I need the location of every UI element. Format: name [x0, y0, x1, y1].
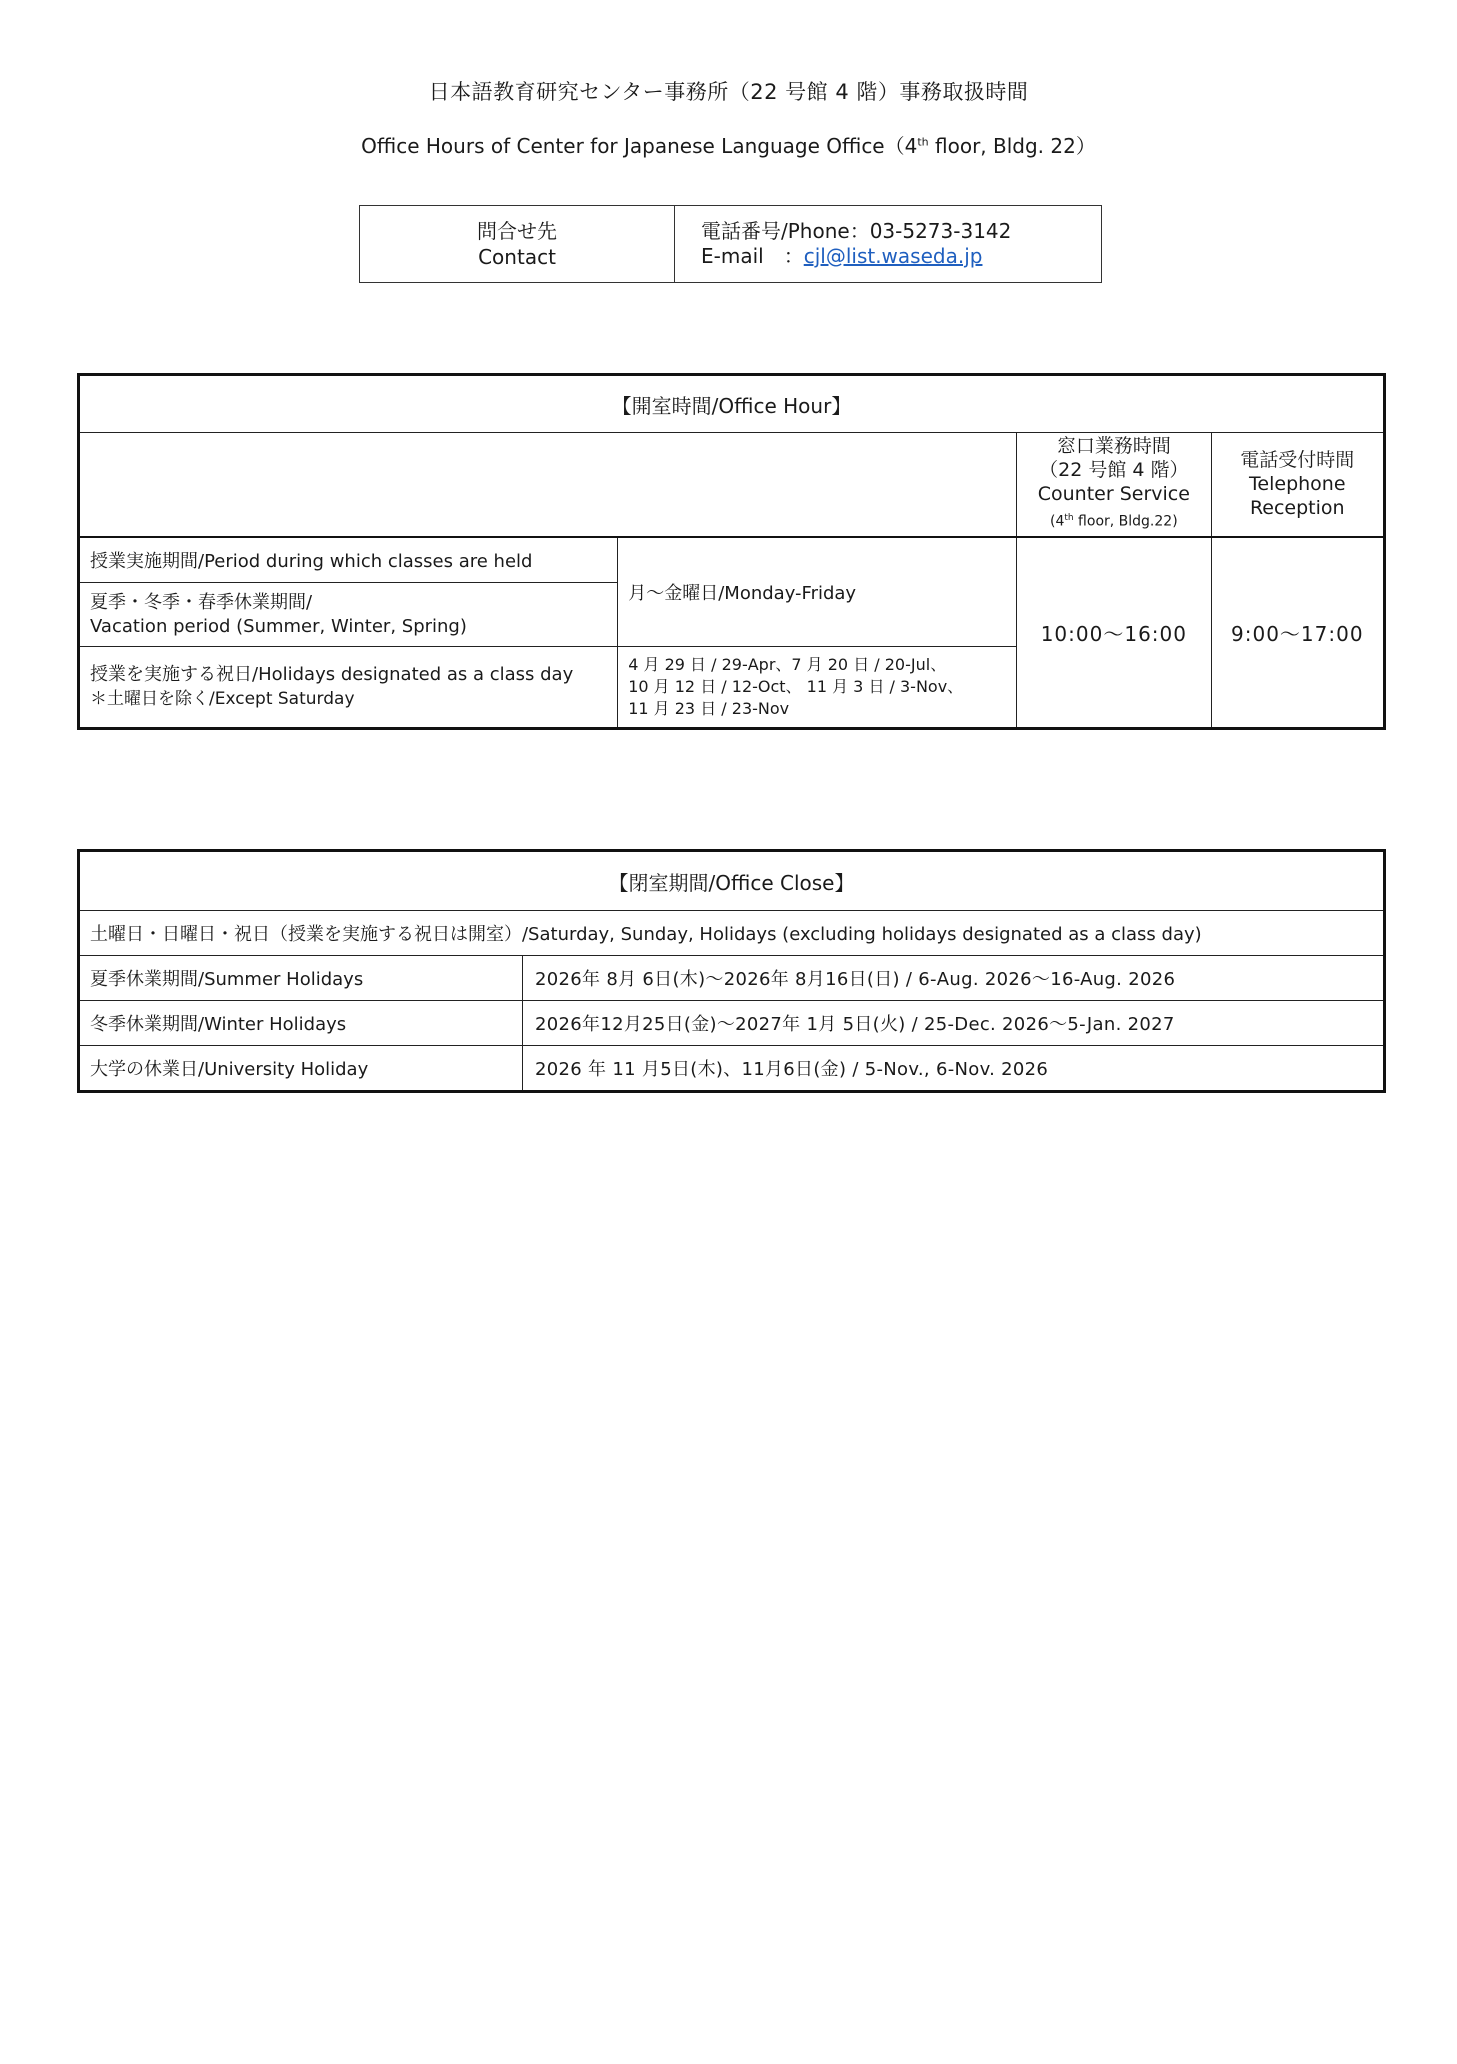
office-hour-title-row: [79, 375, 1385, 433]
telephone-reception-header: [1211, 433, 1384, 537]
winter-holiday-row: [79, 1001, 1385, 1046]
vacation-label: [79, 583, 618, 647]
office-hour-column-header-row: [79, 433, 1385, 537]
contact-info: [675, 206, 1101, 282]
weekdays-cell: 月～金曜日/Monday-Friday: [618, 537, 1017, 647]
counter-floor-sup: th: [1064, 513, 1074, 524]
email-row: [701, 244, 1101, 269]
page-title-english: [0, 130, 1457, 159]
page-title-japanese: 日本語教育研究センター事務所（22 号館 4 階）事務取扱時間: [428, 80, 1029, 104]
counter-header-ja: 窓口業務時間: [1056, 435, 1171, 458]
holiday-dates-cell: [618, 647, 1017, 729]
vacation-label-en: Vacation period (Summer, Winter, Spring): [90, 615, 467, 637]
counter-service-header: [1017, 433, 1211, 537]
title-en-tail: floor, Bldg. 22）: [928, 134, 1096, 158]
counter-header-en: Counter Service: [1037, 483, 1190, 506]
class-period-label: 授業実施期間/Period during which classes are held: [79, 537, 618, 583]
university-holiday-label: 大学の休業日/University Holiday: [79, 1046, 523, 1092]
office-close-title: 【閉室期間/Office Close】: [79, 851, 1385, 911]
email-label: E-mail ：: [701, 244, 804, 268]
winter-holiday-label: 冬季休業期間/Winter Holidays: [79, 1001, 523, 1046]
office-close-title-row: [79, 851, 1385, 911]
phone-header-ja: 電話受付時間: [1240, 449, 1355, 472]
office-hour-title: 【開室時間/Office Hour】: [79, 375, 1385, 433]
contact-label: [360, 206, 675, 282]
phone-header-en-2: Reception: [1249, 497, 1345, 520]
summer-holiday-label: 夏季休業期間/Summer Holidays: [79, 956, 523, 1001]
header-blank: [79, 433, 1017, 537]
holiday-dates-line: 11 月 23 日 / 23-Nov: [628, 699, 790, 718]
winter-holiday-dates: 2026年12月25日(金)～2027年 1月 5日(火) / 25-Dec. 2026～5-Jan. 2027: [523, 1001, 1385, 1046]
summer-holiday-row: [79, 956, 1385, 1001]
holiday-class-label-main: 授業を実施する祝日/Holidays designated as a class day: [90, 664, 574, 685]
holiday-class-label: [79, 647, 618, 729]
weekend-row: [79, 911, 1385, 956]
counter-floor-post: floor, Bldg.22): [1073, 514, 1178, 531]
office-hour-table: [77, 373, 1386, 730]
phone-header-en-1: Telephone: [1249, 473, 1346, 496]
holiday-dates-line: 4 月 29 日 / 29-Apr、7 月 20 日 / 20-Jul、: [628, 655, 947, 674]
vacation-label-ja: 夏季・冬季・春季休業期間/: [90, 591, 313, 613]
office-close-table: [77, 849, 1386, 1093]
contact-label-en: Contact: [478, 245, 556, 269]
email-link[interactable]: cjl@list.waseda.jp: [803, 244, 983, 268]
contact-label-ja: 問合せ先: [477, 219, 557, 243]
weekend-closure-text: 土曜日・日曜日・祝日（授業を実施する祝日は開室）/Saturday, Sunday, Holidays (excluding holidays designated as a class day): [79, 911, 1385, 956]
phone-time: 9:00～17:00: [1211, 537, 1384, 729]
contact-box: [359, 205, 1102, 283]
counter-time: 10:00～16:00: [1017, 537, 1211, 729]
phone-number: 電話番号/Phone：03-5273-3142: [701, 219, 1012, 243]
holiday-class-note: ＊土曜日を除く/Except Saturday: [90, 689, 355, 709]
counter-header-location: （22 号館 4 階）: [1039, 459, 1189, 482]
university-holiday-dates: 2026 年 11 月5日(木)、11月6日(金) / 5-Nov., 6-Nov. 2026: [523, 1046, 1385, 1092]
university-holiday-row: [79, 1046, 1385, 1092]
title-en-sup: th: [917, 135, 929, 149]
class-period-row: [79, 537, 1385, 583]
summer-holiday-dates: 2026年 8月 6日(木)～2026年 8月16日(日) / 6-Aug. 2026～16-Aug. 2026: [523, 956, 1385, 1001]
holiday-dates-line: 10 月 12 日 / 12-Oct、 11 月 3 日 / 3-Nov、: [628, 677, 964, 696]
counter-floor-pre: (4: [1050, 514, 1065, 531]
title-en-text: Office Hours of Center for Japanese Language Office（4: [361, 134, 918, 158]
counter-header-floor: [1021, 506, 1206, 534]
